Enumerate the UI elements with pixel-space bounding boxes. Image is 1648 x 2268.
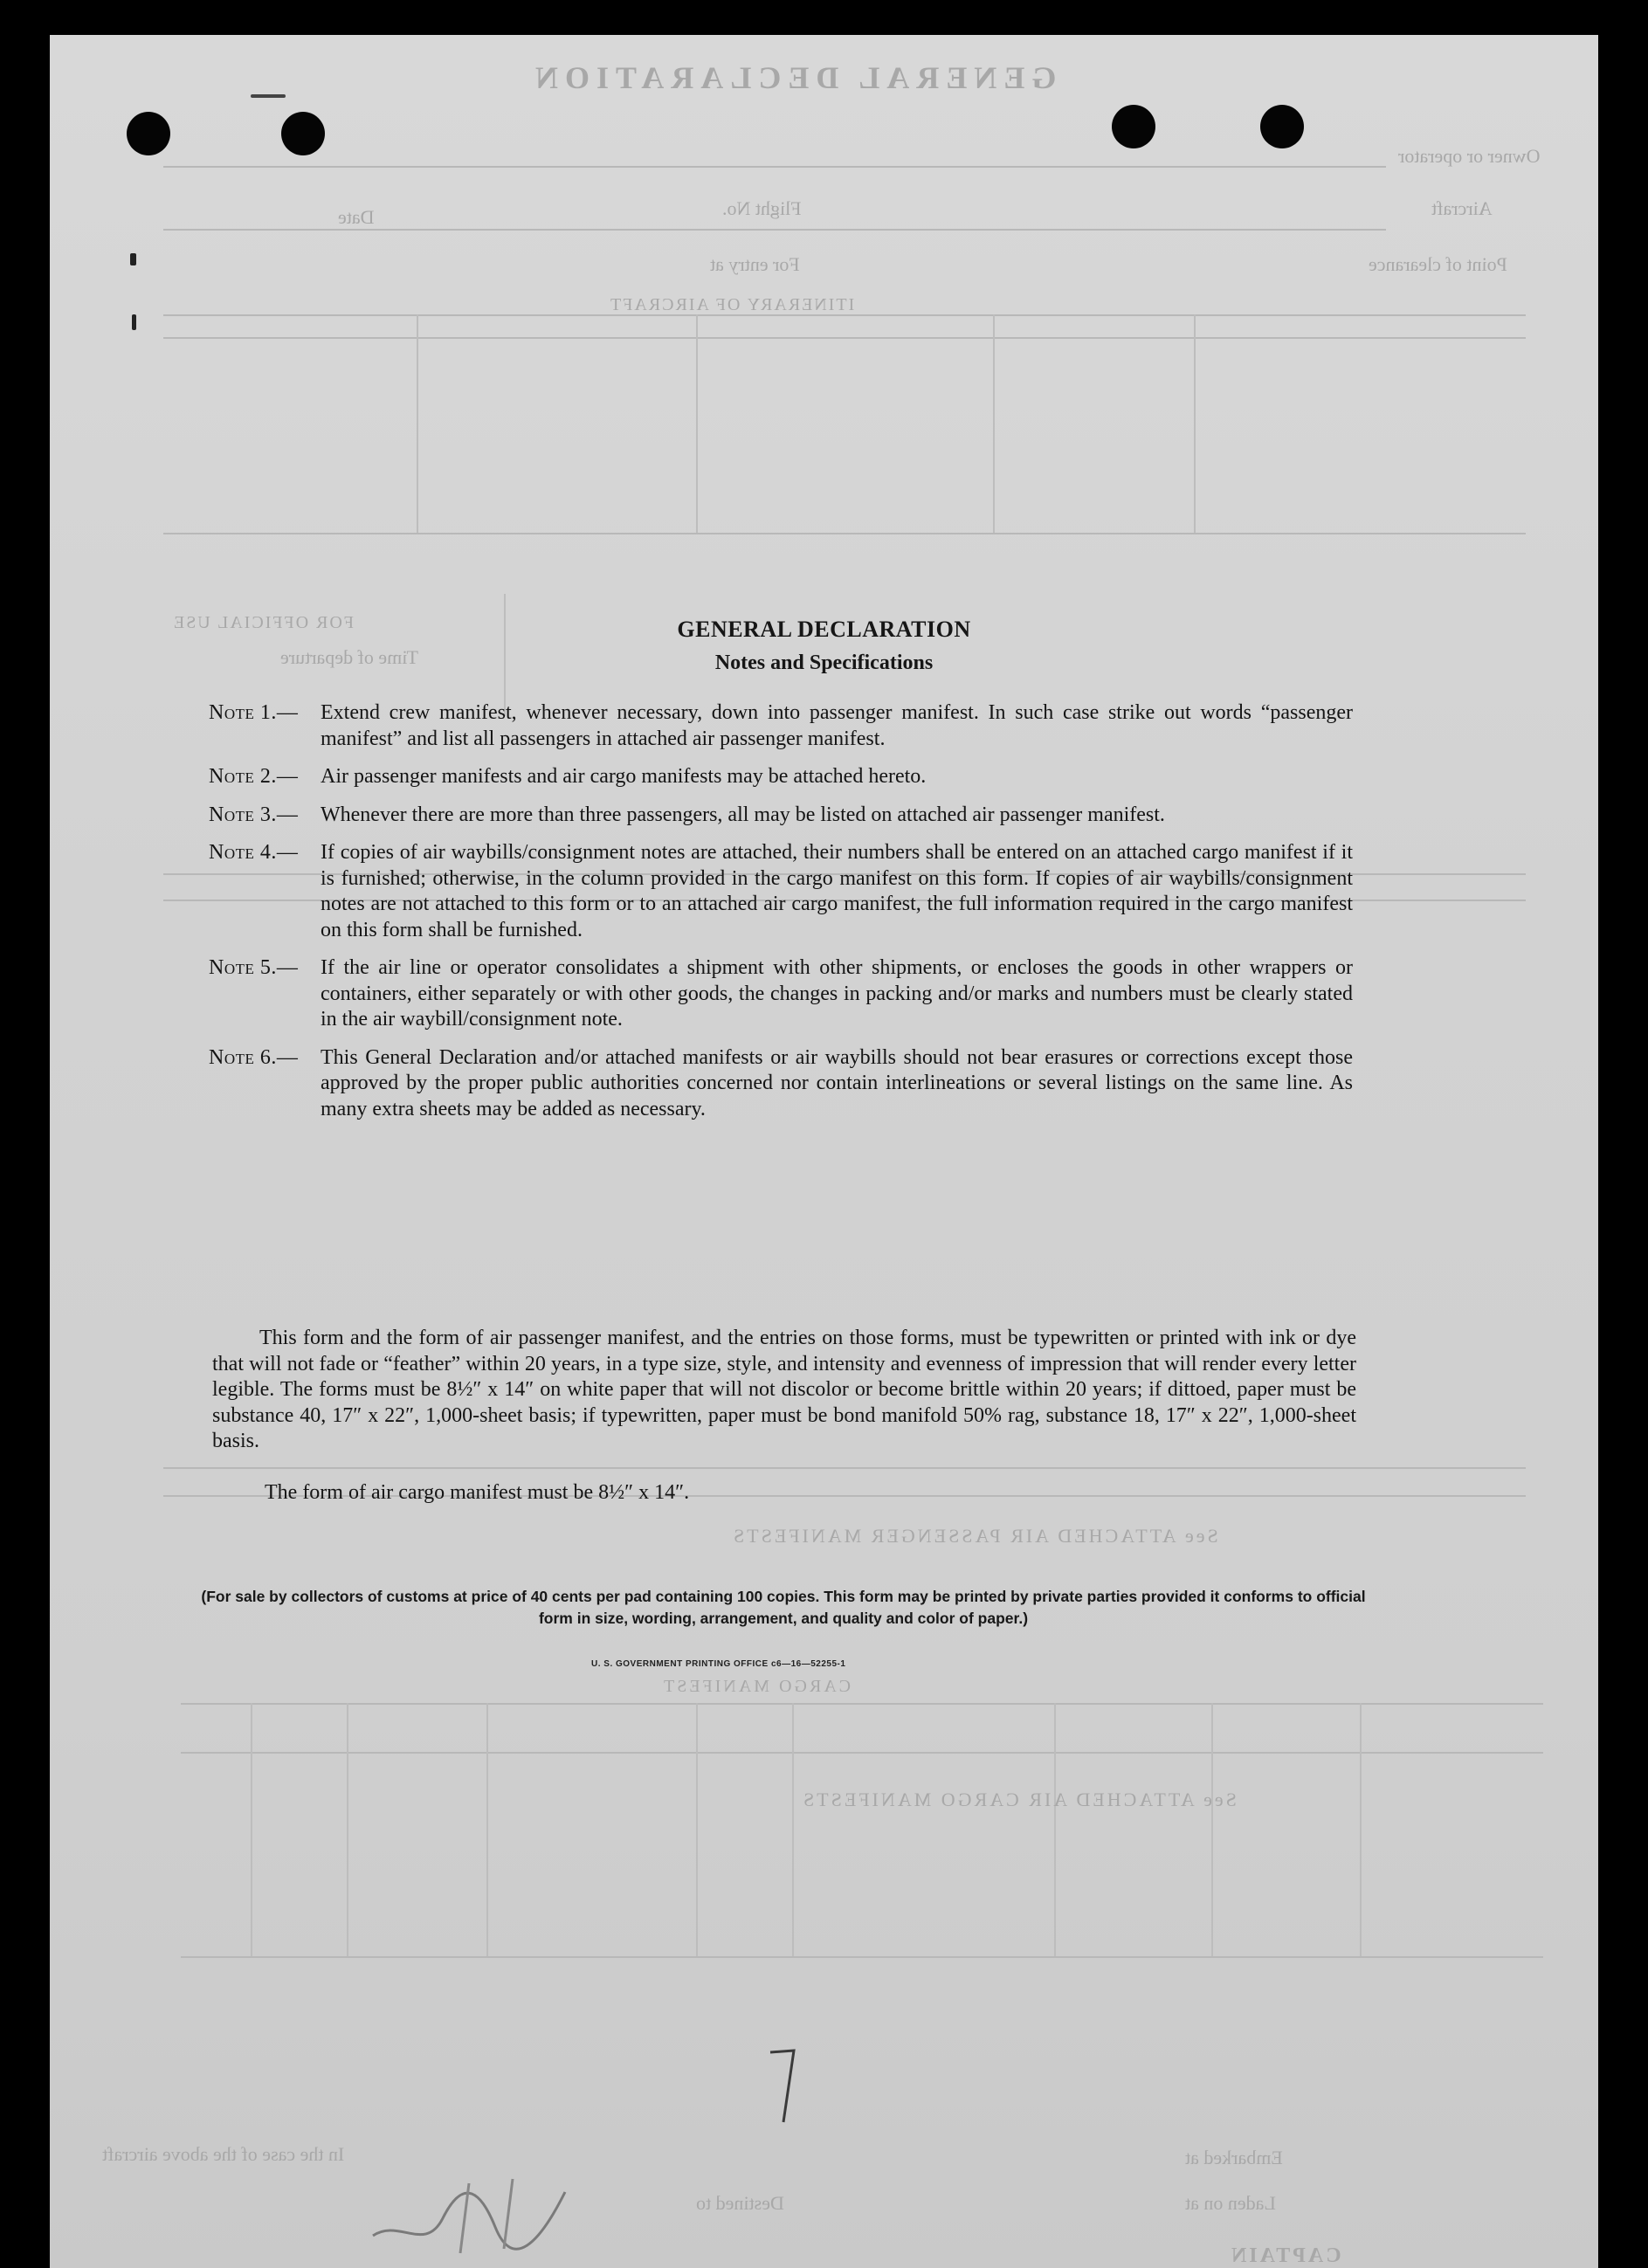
note-label: Note 3.— (209, 803, 299, 826)
ghost-cargo-manifest: CARGO MANIFEST (661, 1677, 852, 1696)
speck (130, 253, 136, 265)
note-2 (209, 764, 1353, 790)
ghost-rule (181, 1703, 1543, 1705)
ghost-column-rule (1360, 1703, 1362, 1956)
ghost-captain: CAPTAIN (1229, 2244, 1341, 2267)
speck (251, 94, 286, 98)
subheading: Notes and Specifications (714, 651, 934, 674)
ghost-laden: Laden on at (1185, 2192, 1276, 2214)
ghost-rule (163, 533, 1526, 534)
ghost-rule (163, 166, 1386, 168)
ghost-column-rule (486, 1703, 488, 1956)
ghost-form-title: GENERAL DECLARATION (528, 60, 1057, 95)
ghost-column-rule (696, 314, 698, 533)
note-label: Note 2.— (209, 765, 299, 788)
note-text: This General Declaration and/or attached manifests or air waybills should not bear erasures or corrections except those approved by the proper public authorities concerned nor contain interlineations or several listings on the same line. As many extra sheets may be added as necessary. (321, 1045, 1353, 1120)
punch-hole-right-2 (1260, 105, 1304, 148)
speck (132, 314, 136, 330)
ghost-rule (181, 1956, 1543, 1958)
ghost-destined: Destined to (696, 2192, 784, 2214)
ghost-column-rule (251, 1703, 252, 1956)
ghost-case-note: In the case of the above aircraft (102, 2143, 345, 2165)
ghost-itinerary: ITINERARY OF AIRCRAFT (609, 295, 855, 314)
note-label: Note 6.— (209, 1045, 299, 1069)
ghost-column-rule (417, 314, 418, 533)
ghost-column-rule (1194, 314, 1196, 533)
note-text: Whenever there are more than three passengers, all may be listed on attached air passenger manifest. (321, 803, 1165, 826)
ghost-column-rule (347, 1703, 348, 1956)
ghost-clearance: Point of clearance (1369, 253, 1507, 275)
cargo-manifest-size-note: The form of air cargo manifest must be 8½″ x 14″. (265, 1481, 690, 1504)
ghost-owner: Owner or operator (1398, 145, 1541, 167)
ghost-aircraft: Aircraft (1431, 197, 1493, 219)
note-text: If the air line or operator consolidates a shipment with other shipments, or encloses the goods in other wrappers or containers, either separately or with other goods, the changes in packing and/or marks and numbers must be clearly stated in the air waybill/consignment note. (321, 956, 1353, 1031)
heading: GENERAL DECLARATION (677, 617, 971, 642)
note-label: Note 1.— (209, 701, 299, 724)
note-5 (209, 955, 1353, 1033)
note-4 (209, 840, 1353, 943)
ghost-entry: For entry at (710, 253, 800, 275)
punch-hole-left-1 (127, 112, 170, 155)
note-text: Extend crew manifest, whenever necessary, down into passenger manifest. In such case strike out words “passenger manifest” and list all passengers in attached air passenger manifest. (321, 701, 1353, 750)
notes-list (209, 700, 1353, 1134)
ghost-official-use: FOR OFFICIAL USE (172, 613, 354, 632)
ghost-column-rule (1211, 1703, 1213, 1956)
document-page (50, 35, 1598, 2268)
note-text: If copies of air waybills/consignment notes are attached, their numbers shall be entered on an attached cargo manifest if it is furnished; otherwise, in the column provided in the cargo manifest on this form. If copies of air waybills/consignment notes are not attached to this form or to an attached air cargo manifest, the full information required in the cargo manifest on this form shall be furnished. (321, 841, 1353, 941)
ghost-column-rule (993, 314, 995, 533)
note-text: Air passenger manifests and air cargo manifests may be attached hereto. (321, 765, 927, 788)
ghost-column-rule (792, 1703, 794, 1956)
note-1 (209, 700, 1353, 752)
note-label: Note 5.— (209, 956, 299, 979)
pen-mark (766, 2044, 801, 2131)
sale-note: (For sale by collectors of customs at price of 40 cents per pad containing 100 copies. This form may be printed by private parties provided it conforms to official form in size, wording, arrangement, and quality and color of paper.) (201, 1588, 1366, 1627)
specification-paragraph: This form and the form of air passenger manifest, and the entries on those forms, must be typewritten or printed with ink or dye that will not fade or “feather” within 20 years, in a type size, style, and intensity and evenness of impression that will render every letter legible. The forms must be 8½″ x 14″ on white paper that will not discolor or become brittle within 20 years; if dittoed, paper must be substance 40, 17″ x 22″, 1,000-sheet basis; if typewritten, paper must be bond manifold 50% rag, substance 18, 17″ x 22″, 1,000-sheet basis. (212, 1327, 1356, 1452)
ghost-time-departure: Time of departure (280, 646, 419, 668)
ghost-rule (163, 229, 1386, 231)
note-3 (209, 803, 1353, 829)
signature-scribble (364, 2166, 591, 2262)
ghost-rule (163, 337, 1526, 339)
ghost-attached-passenger: See ATTACHED AIR PASSENGER MANIFESTS (731, 1525, 1218, 1547)
ghost-attached-cargo: See ATTACHED AIR CARGO MANIFESTS (801, 1789, 1237, 1810)
ghost-rule (181, 1752, 1543, 1754)
ghost-date: Date (338, 206, 375, 228)
ghost-column-rule (1054, 1703, 1056, 1956)
ghost-embarked: Embarked at (1185, 2147, 1283, 2168)
punch-hole-right-1 (1112, 105, 1155, 148)
ghost-flight-no: Flight No. (722, 197, 802, 219)
ghost-rule (163, 314, 1526, 316)
ghost-rule (163, 1467, 1526, 1469)
printer-imprint: U. S. GOVERNMENT PRINTING OFFICE c6—16—52255-1 (591, 1659, 846, 1669)
note-6 (209, 1045, 1353, 1123)
ghost-column-rule (696, 1703, 698, 1956)
note-label: Note 4.— (209, 841, 299, 864)
punch-hole-left-2 (281, 112, 325, 155)
